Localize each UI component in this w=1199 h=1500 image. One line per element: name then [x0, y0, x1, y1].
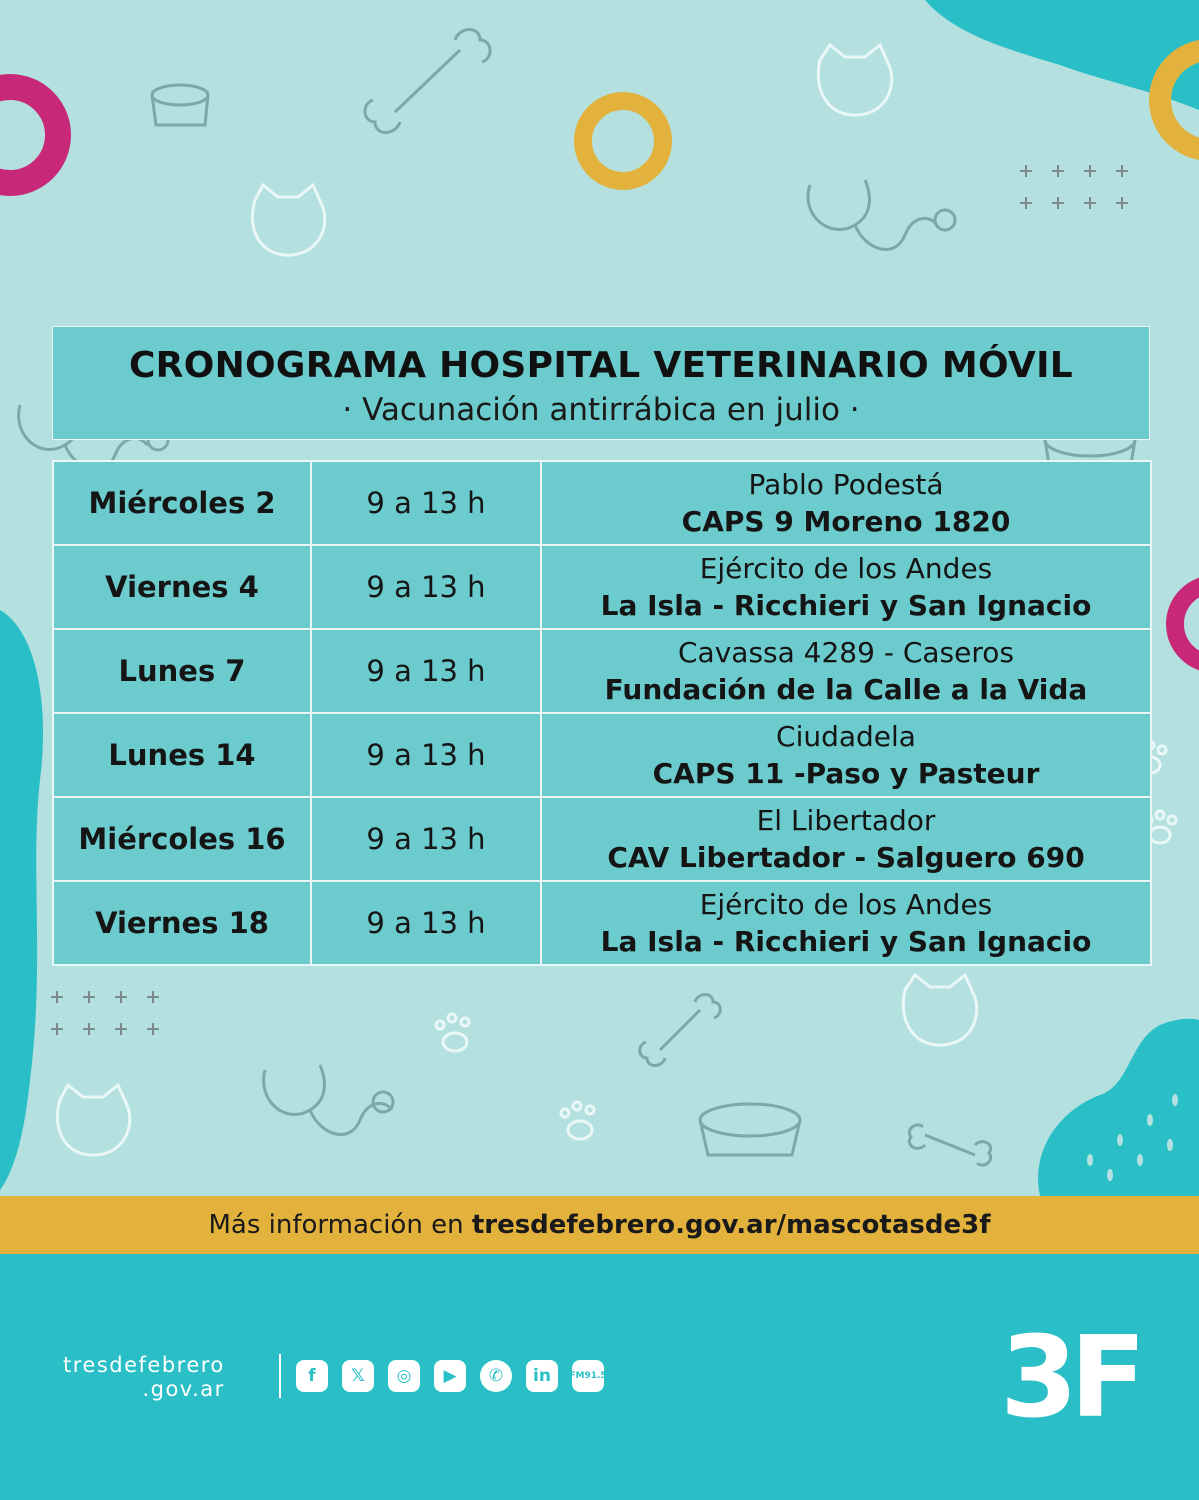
place-cell	[541, 545, 1151, 629]
logo-3f	[1000, 1318, 1140, 1428]
place-address: CAPS 11 -Paso y Pasteur	[652, 757, 1040, 790]
info-bar	[0, 1196, 1199, 1254]
brand-wordmark[interactable]	[63, 1353, 225, 1401]
place-address: CAV Libertador - Salguero 690	[607, 841, 1085, 874]
yellow-ring-center	[583, 101, 663, 181]
teal-blob-left	[0, 610, 43, 1190]
info-url-link[interactable]: tresdefebrero.gov.ar/mascotasde3f	[471, 1210, 991, 1240]
time-cell: 9 a 13 h	[311, 713, 541, 797]
footer-divider	[279, 1354, 281, 1398]
info-prefix: Más información en	[208, 1210, 464, 1240]
radio-frequency-label: 91.5	[584, 1371, 607, 1381]
day-cell: Lunes 7	[53, 629, 311, 713]
logo-3f-text: 3F	[1000, 1318, 1139, 1428]
magenta-ring-left	[0, 87, 58, 183]
magenta-ring-right	[1175, 584, 1199, 664]
day-cell: Miércoles 2	[53, 461, 311, 545]
place-cell	[541, 713, 1151, 797]
time-cell: 9 a 13 h	[311, 545, 541, 629]
day-cell: Lunes 14	[53, 713, 311, 797]
page-subtitle: · Vacunación antirrábica en julio ·	[342, 392, 860, 428]
table-row	[53, 797, 1151, 881]
place-cell	[541, 629, 1151, 713]
plus-cluster-top	[1020, 165, 1128, 209]
day-cell: Viernes 4	[53, 545, 311, 629]
place-locality: El Libertador	[756, 804, 936, 837]
title-box	[52, 326, 1150, 440]
page-title: CRONOGRAMA HOSPITAL VETERINARIO MÓVIL	[128, 345, 1074, 386]
table-row	[53, 629, 1151, 713]
day-cell: Miércoles 16	[53, 797, 311, 881]
place-cell	[541, 461, 1151, 545]
facebook-icon[interactable]: f	[296, 1360, 328, 1392]
place-locality: Cavassa 4289 - Caseros	[678, 636, 1014, 669]
table-row	[53, 881, 1151, 965]
place-address: CAPS 9 Moreno 1820	[681, 505, 1011, 538]
place-locality: Ciudadela	[776, 720, 916, 753]
x-icon[interactable]: 𝕏	[342, 1360, 374, 1392]
brand-line-1: tresdefebrero	[63, 1353, 225, 1377]
radio-icon[interactable]	[569, 1360, 607, 1392]
social-links	[296, 1360, 607, 1392]
table-row	[53, 713, 1151, 797]
table-row	[53, 545, 1151, 629]
teal-blob-bottom-right	[1038, 1019, 1199, 1196]
place-cell	[541, 881, 1151, 965]
table-row	[53, 461, 1151, 545]
instagram-icon[interactable]: ◎	[388, 1360, 420, 1392]
place-locality: Ejército de los Andes	[699, 552, 993, 585]
place-address: Fundación de la Calle a la Vida	[604, 673, 1088, 706]
whatsapp-icon[interactable]: ✆	[480, 1360, 512, 1392]
time-cell: 9 a 13 h	[311, 461, 541, 545]
place-address: La Isla - Ricchieri y San Ignacio	[600, 925, 1092, 958]
brand-line-2: .gov.ar	[142, 1377, 225, 1401]
time-cell: 9 a 13 h	[311, 881, 541, 965]
plus-cluster-bottom	[51, 991, 159, 1035]
youtube-icon[interactable]: ▶	[434, 1360, 466, 1392]
place-locality: Pablo Podestá	[748, 468, 944, 501]
time-cell: 9 a 13 h	[311, 797, 541, 881]
place-address: La Isla - Ricchieri y San Ignacio	[600, 589, 1092, 622]
day-cell: Viernes 18	[53, 881, 311, 965]
place-locality: Ejército de los Andes	[699, 888, 993, 921]
radio-fm-label: FM	[569, 1371, 585, 1381]
time-cell: 9 a 13 h	[311, 629, 541, 713]
linkedin-icon[interactable]: in	[526, 1360, 558, 1392]
place-cell	[541, 797, 1151, 881]
schedule-table	[52, 460, 1152, 966]
